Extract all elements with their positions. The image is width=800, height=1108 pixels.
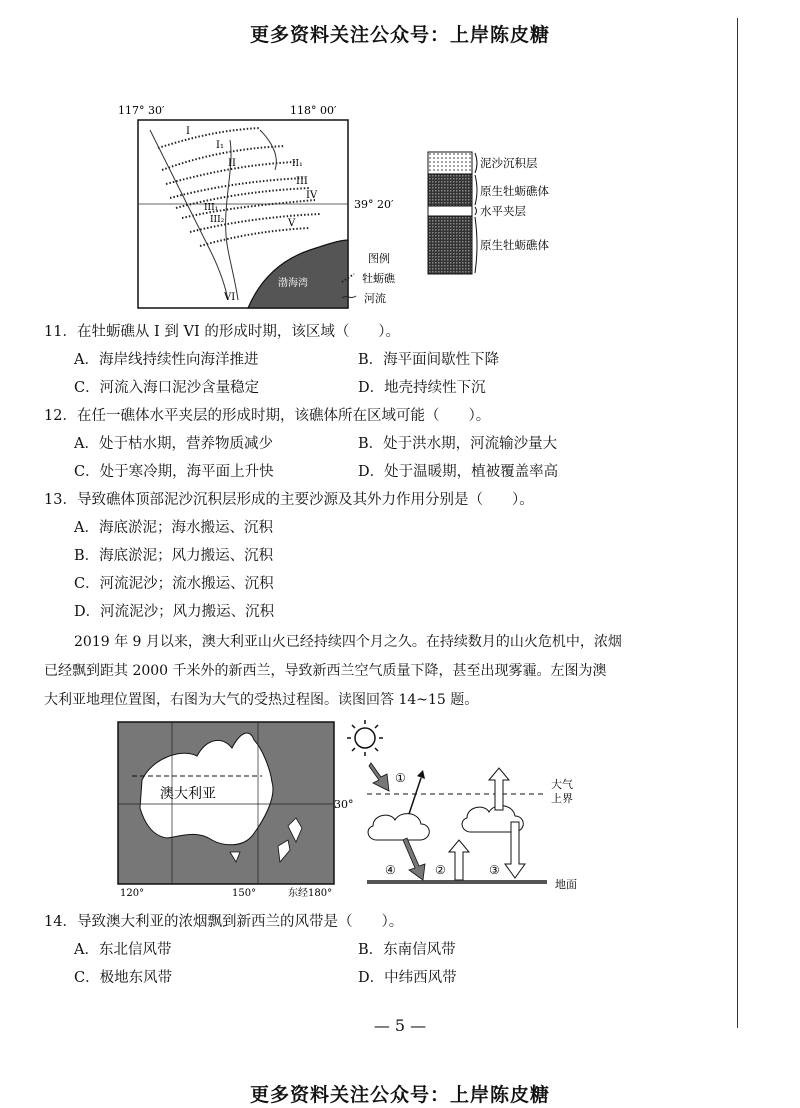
q11-option-b: B．海平面间歇性下降	[358, 352, 500, 368]
margin-line	[737, 18, 738, 1028]
marker-3: ③	[489, 863, 500, 877]
reef-label-3: II	[228, 158, 236, 169]
australia-label: 澳大利亚	[160, 786, 216, 802]
q14-option-a: A．东北信风带	[74, 942, 172, 958]
reef-label-7: III₁	[204, 203, 219, 213]
q13-option-c: C．河流泥沙；流水搬运、沉积	[74, 576, 274, 592]
arrow-2	[449, 840, 469, 880]
q14-option-c: C．极地东风带	[74, 970, 173, 986]
question-12-stem: 12．在任一礁体水平夹层的形成时期，该礁体所在区域可能（ ）。	[44, 408, 491, 424]
reef-label-10: VI	[224, 292, 236, 303]
marker-2: ②	[435, 863, 446, 877]
footer-text: 更多资料关注公众号：上岸陈皮糖	[249, 1084, 550, 1106]
header-text: 更多资料关注公众号：上岸陈皮糖	[249, 24, 550, 46]
reef-column	[420, 148, 580, 278]
australia-map	[112, 718, 354, 899]
layer-label-4: 原生牡蛎礁体	[480, 238, 549, 252]
arrow-up-space	[489, 768, 509, 810]
reef-label-4: II₁	[292, 159, 303, 169]
lon-180-label: 东经180°	[288, 888, 333, 899]
legend-reef-label: 牡蛎礁	[362, 272, 395, 285]
passage-line-2: 已经飘到距其 2000 千米外的新西兰，导致新西兰空气质量下降，甚至出现雾霾。左图为澳	[44, 663, 607, 679]
reef-label-6: IV	[306, 190, 318, 201]
ground-label: 地面	[555, 878, 577, 891]
lat-label: 39° 20′	[354, 198, 394, 211]
reef-label-1: I	[186, 126, 190, 137]
q12-option-b: B．处于洪水期，河流输沙量大	[358, 436, 558, 452]
passage	[44, 628, 714, 715]
legend-river-label: 河流	[364, 292, 386, 305]
lon-120-label: 120°	[120, 888, 145, 899]
q11-option-c: C．河流入海口泥沙含量稳定	[74, 380, 260, 396]
arrow-4	[403, 838, 425, 880]
reef-map	[110, 100, 410, 315]
reef-label-2: I₁	[216, 140, 224, 151]
lon-150-label: 150°	[232, 888, 257, 899]
question-13-stem: 13．导致礁体顶部泥沙沉积层形成的主要沙源及其外力作用分别是（ ）。	[44, 492, 534, 508]
page-number: — 5 —	[373, 1016, 427, 1035]
reef-label-5: III	[296, 176, 308, 187]
q14-option-b: B．东南信风带	[358, 942, 456, 958]
q12-option-d: D．处于温暖期，植被覆盖率高	[358, 464, 559, 480]
passage-line-1: 2019 年 9 月以来，澳大利亚山火已经持续四个月之久。在持续数月的山火危机中，浓烟	[74, 634, 622, 650]
legend-title: 图例	[368, 252, 390, 265]
lon-left-label: 117° 30′	[118, 104, 165, 117]
reef-label-9: V	[288, 218, 296, 229]
marker-1: ①	[395, 771, 406, 785]
atmo-top-label-2: 上界	[551, 792, 573, 805]
q12-option-a: A．处于枯水期，营养物质减少	[74, 436, 273, 452]
layer-label-3: 水平夹层	[480, 204, 526, 218]
reef-label-8: III₂	[210, 215, 225, 225]
layer-label-1: 泥沙沉积层	[480, 156, 538, 170]
layer-label-2: 原生牡蛎礁体	[480, 184, 549, 198]
q13-option-d: D．河流泥沙；风力搬运、沉积	[74, 604, 275, 620]
marker-4: ④	[385, 863, 396, 877]
passage-line-3: 大利亚地理位置图，右图为大气的受热过程图。读图回答 14~15 题。	[44, 692, 479, 708]
q12-option-c: C．处于寒冷期，海平面上升快	[74, 464, 274, 480]
question-14-stem: 14．导致澳大利亚的浓烟飘到新西兰的风带是（ ）。	[44, 914, 404, 930]
lat-30-label: 30°	[334, 798, 354, 811]
atmo-top-label-1: 大气	[551, 778, 573, 791]
sun-icon	[347, 720, 383, 756]
q13-option-a: A．海底淤泥；海水搬运、沉积	[74, 520, 273, 536]
arrow-1	[369, 763, 389, 791]
heating-diagram	[345, 718, 585, 898]
q13-option-b: B．海底淤泥；风力搬运、沉积	[74, 548, 274, 564]
lon-right-label: 118° 00′	[290, 104, 337, 117]
q11-option-a: A．海岸线持续性向海洋推进	[74, 352, 259, 368]
sea-label: 渤海湾	[278, 278, 308, 289]
question-11-stem: 11．在牡蛎礁从 I 到 VI 的形成时期，该区域（ ）。	[44, 324, 401, 340]
q11-option-d: D．地壳持续性下沉	[358, 380, 486, 396]
q14-option-d: D．中纬西风带	[358, 970, 457, 986]
